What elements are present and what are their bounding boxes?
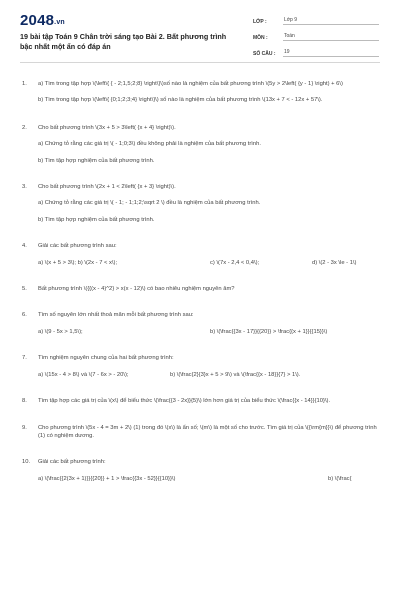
meta-label: MÔN : [253, 35, 268, 41]
question-part-a: a) \(15x - 4 > 8\) và \(7 - 6x > - 20\); [38, 371, 129, 378]
question-5 [20, 285, 380, 293]
answer-row [38, 259, 380, 267]
logo-text: 2048 [20, 12, 55, 29]
meta-box [253, 13, 379, 61]
question-2 [20, 124, 380, 165]
meta-label: SỐ CÂU : [253, 51, 276, 57]
question-part-a: a) Chứng tỏ rằng các giá trị \( - 1;0;3\) đều không phải là nghiệm của bất phương trình. [38, 141, 261, 148]
question-part-a: a) Chứng tỏ rằng các giá trị \( - 1; - 1;1;2;\sqrt 2 \) đều là nghiệm của bất phương trình. [38, 200, 261, 207]
question-part-b: b) Tìm tập hợp nghiệm của bất phương trình. [38, 216, 155, 223]
logo-suffix: .vn [54, 19, 65, 26]
question-stem: Tìm số nguyên lớn nhất thoả mãn mỗi bất phương trình sau: [38, 312, 194, 319]
question-part-b: b) \(\frac{ [328, 475, 352, 482]
question-number: 7. [22, 355, 27, 362]
question-8 [20, 397, 380, 405]
site-logo[interactable] [20, 12, 65, 29]
page-title: 19 bài tập Toán 9 Chân trời sáng tạo Bài 2. Bất phương trình bậc nhất một ẩn có đáp án [20, 32, 227, 51]
question-number: 10. [22, 459, 31, 466]
question-part-a: a) Tìm trong tập hợp \(\left\{ { - 2;1,5;2;8} \right\}\)số nào là nghiệm của bất phương trình \(5y > 2\left( {y - 1} \right) + 6\) [38, 81, 343, 87]
question-stem: Cho bất phương trình \(2x + 1 < 2\left( {x + 3} \right)\). [38, 184, 176, 191]
question-7 [20, 354, 380, 379]
question-number: 2. [22, 124, 27, 131]
question-stem: Bất phương trình \({{(x - 4)^2} > x(x - 12)\) có bao nhiêu nghiệm nguyên âm? [38, 286, 235, 293]
question-9 [20, 424, 380, 441]
question-number: 6. [22, 312, 27, 319]
question-stem: Giải các bất phương trình sau: [38, 243, 117, 250]
question-part-a: a) \(9 - 5x > 1,5\); [38, 328, 83, 335]
question-stem: Giải các bất phương trình: [38, 459, 106, 466]
question-number: 1. [22, 81, 27, 87]
answer-row [38, 328, 380, 336]
question-part-c: c) \(7x - 2,4 < 0,4\); [210, 259, 260, 266]
question-stem: Tìm tập hợp các giá trị của \(x\) để biểu thức \(\frac{{3 - 2x}}{5}\) lớn hơn giá trị của biểu thức \(\frac{{x - 14}}{10}\). [38, 398, 331, 405]
question-4 [20, 242, 380, 267]
question-3 [20, 183, 380, 224]
meta-value: Lớp 9 [283, 17, 379, 25]
question-part-b: b) Tìm trong tập hợp \(\left\{ {0;1;2;3;4} \right\}\) số nào là nghiệm của bất phương trình \(13x + 7 < - 12x + 57\). [38, 97, 323, 104]
question-part-b: b) Tìm tập hợp nghiệm của bất phương trình. [38, 157, 155, 164]
meta-value: Toán [283, 33, 379, 41]
meta-row-class [253, 13, 379, 25]
answer-row [38, 371, 380, 379]
question-part-a: a) \(\frac{{2(3x + 1)}}{{20}} + 1 > \frac{{3x - 52}}{{10}}\) [38, 475, 176, 482]
question-part-d: d) \(2 - 3x \le - 1\) [312, 259, 357, 266]
answer-row [38, 475, 380, 483]
question-1 [20, 80, 380, 105]
question-part-a: a) \(x + 5 > 3\); b) \(2x - 7 < x\); [38, 259, 118, 266]
header-divider [20, 62, 380, 63]
meta-row-count [253, 45, 379, 57]
meta-value: 19 [283, 49, 379, 57]
header [0, 0, 400, 58]
meta-label: LỚP : [253, 19, 267, 25]
question-list [20, 80, 380, 483]
question-number: 5. [22, 286, 27, 293]
question-part-b: b) \(\frac{{3x - 17}}{{20}} > \frac{{x + 1}}{{15}}\) [210, 328, 328, 335]
question-number: 4. [22, 243, 27, 250]
question-stem: Tìm nghiệm nguyên chung của hai bất phương trình: [38, 355, 174, 362]
question-number: 8. [22, 398, 27, 405]
question-number: 9. [22, 424, 27, 431]
meta-row-subject [253, 29, 379, 41]
question-stem: Cho bất phương trình \(3x + 5 > 3\left( {x + 4} \right)\). [38, 124, 176, 131]
question-10 [20, 458, 380, 483]
question-part-b: b) \(\frac{2}{3}x + 5 > 9\) và \(\frac{{x - 18}}{7} > 1\). [170, 371, 301, 378]
question-number: 3. [22, 184, 27, 191]
question-6 [20, 311, 380, 336]
question-stem: Cho phương trình \(5x - 4 = 3m + 2\) (1) trong đó \(x\) là ẩn số; \(m\) là một số cho trước. Tìm giá trị của \({\rm{m}}\) để phương trình (1) có nghiệm dương. [38, 424, 377, 439]
